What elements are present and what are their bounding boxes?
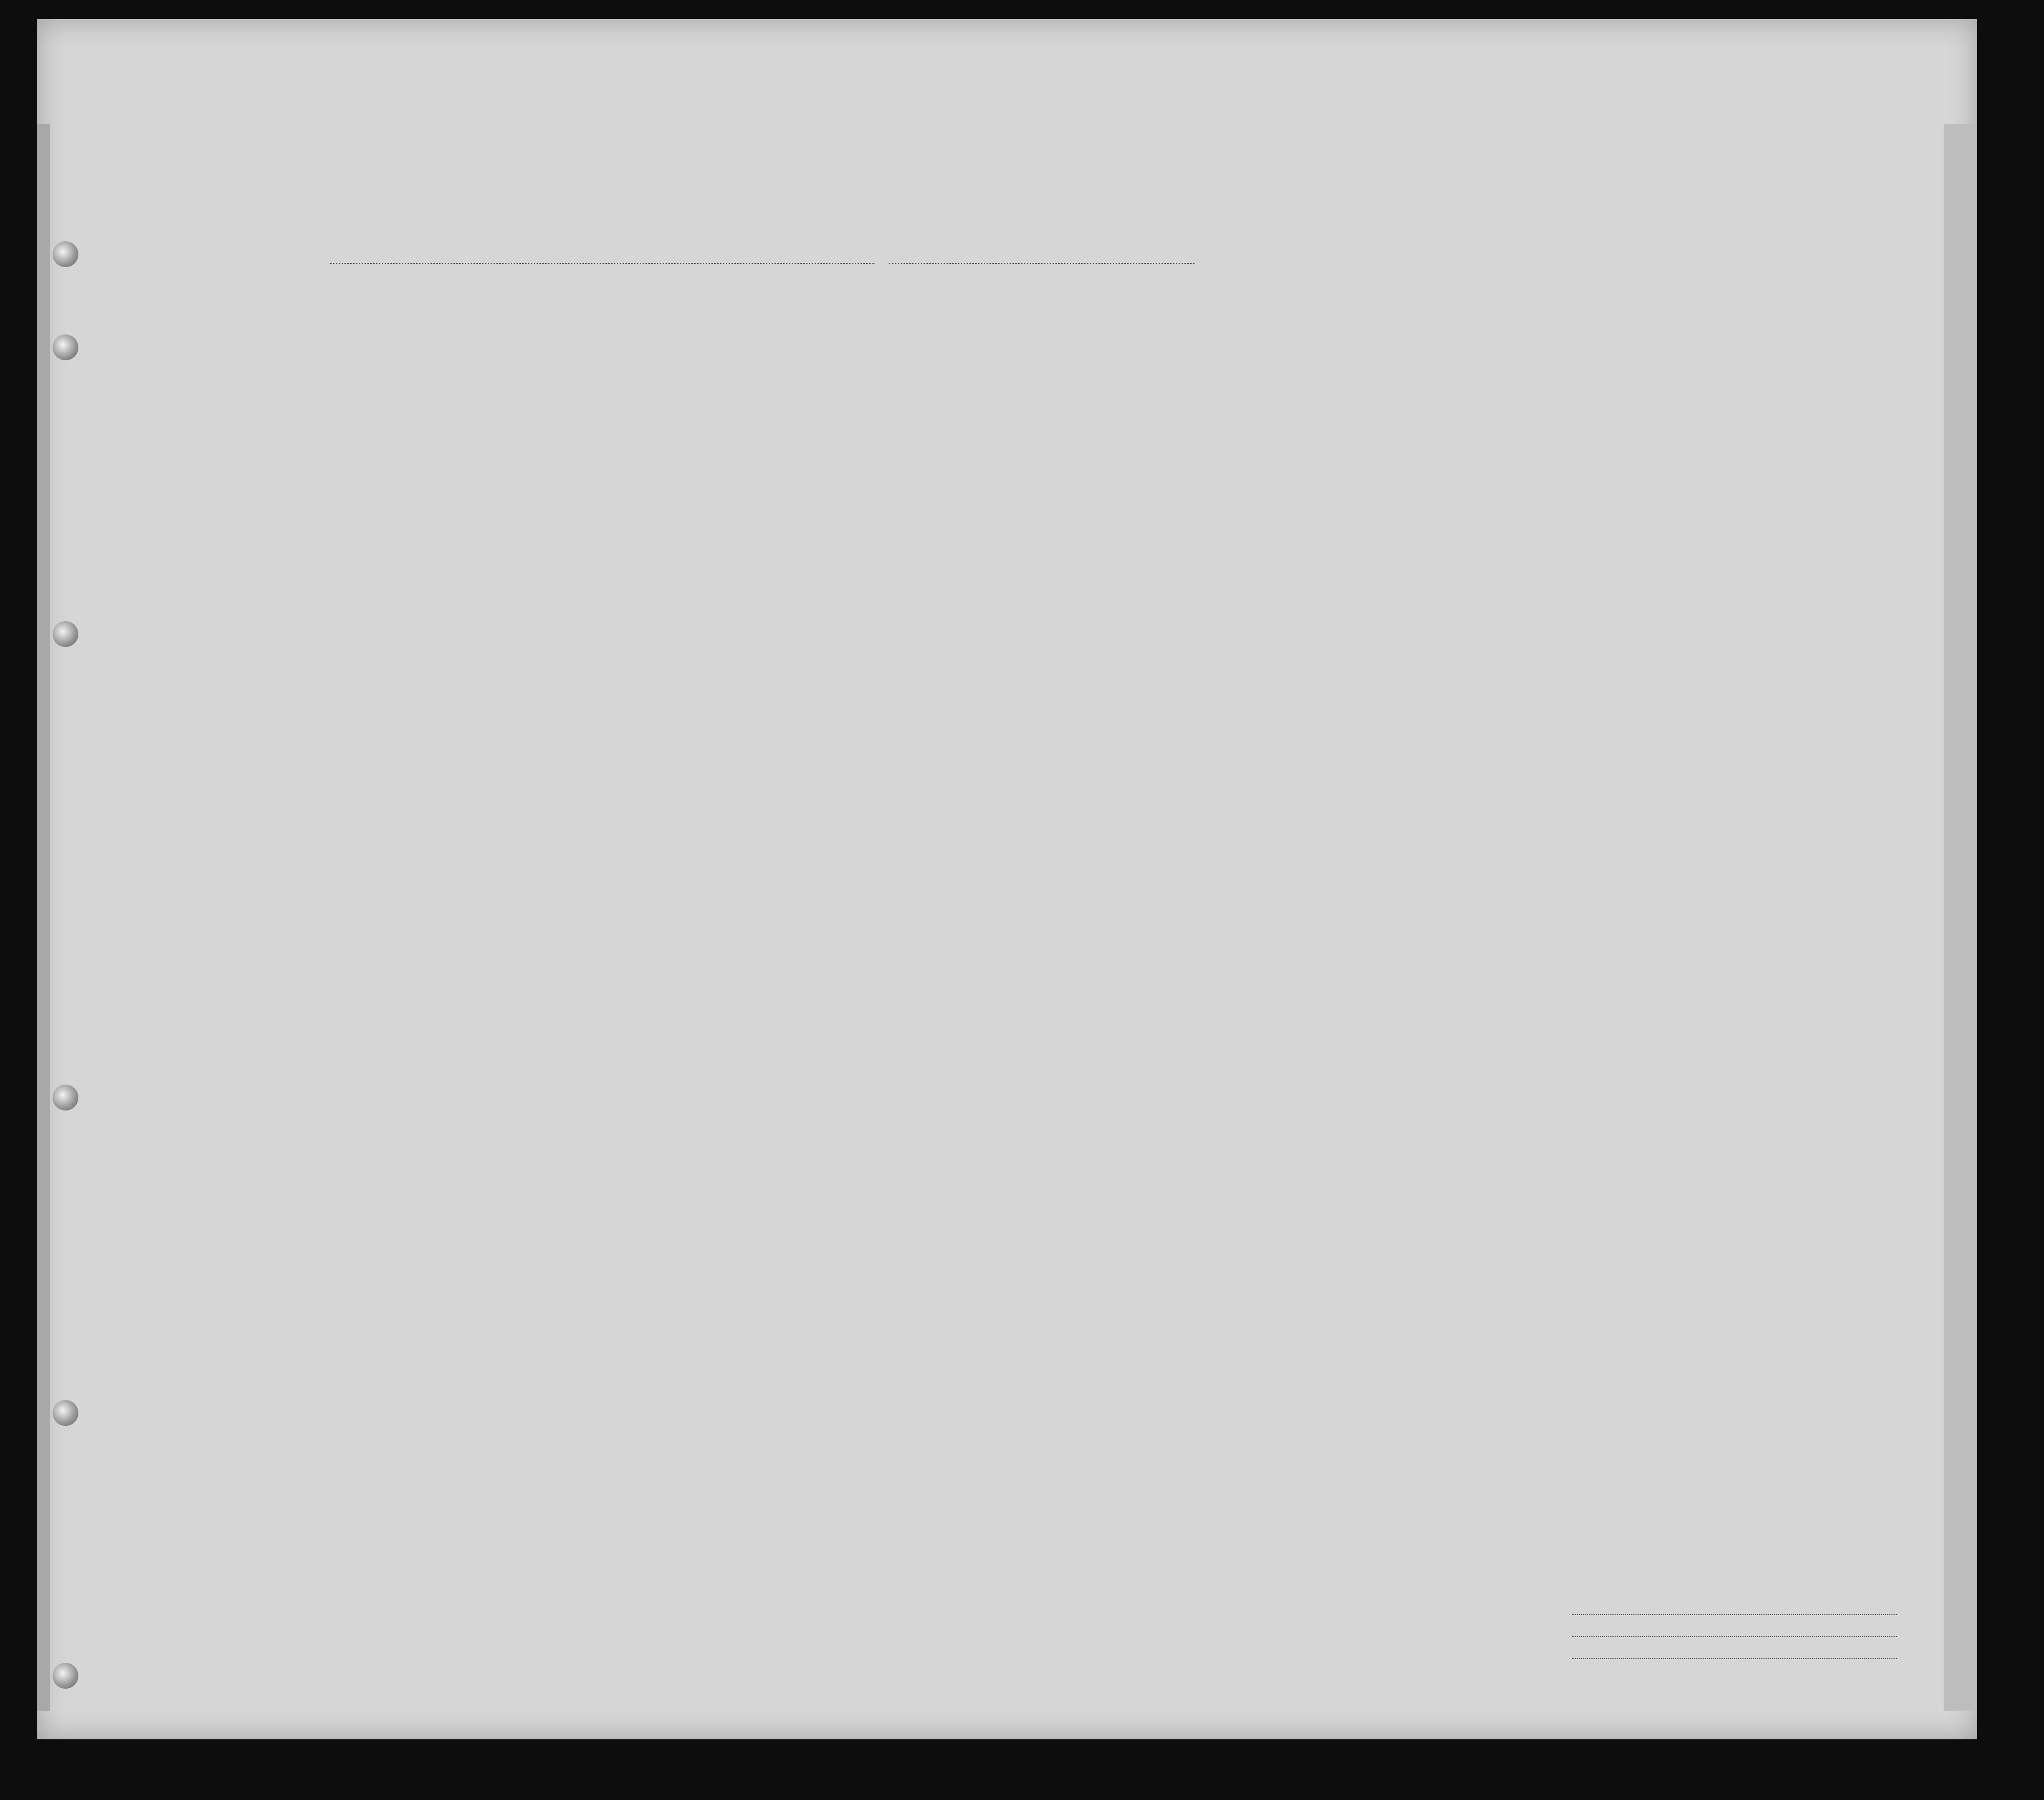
owners-field — [1572, 1636, 1897, 1637]
local-agents-field — [1572, 1658, 1897, 1659]
line-field — [1572, 1614, 1897, 1615]
